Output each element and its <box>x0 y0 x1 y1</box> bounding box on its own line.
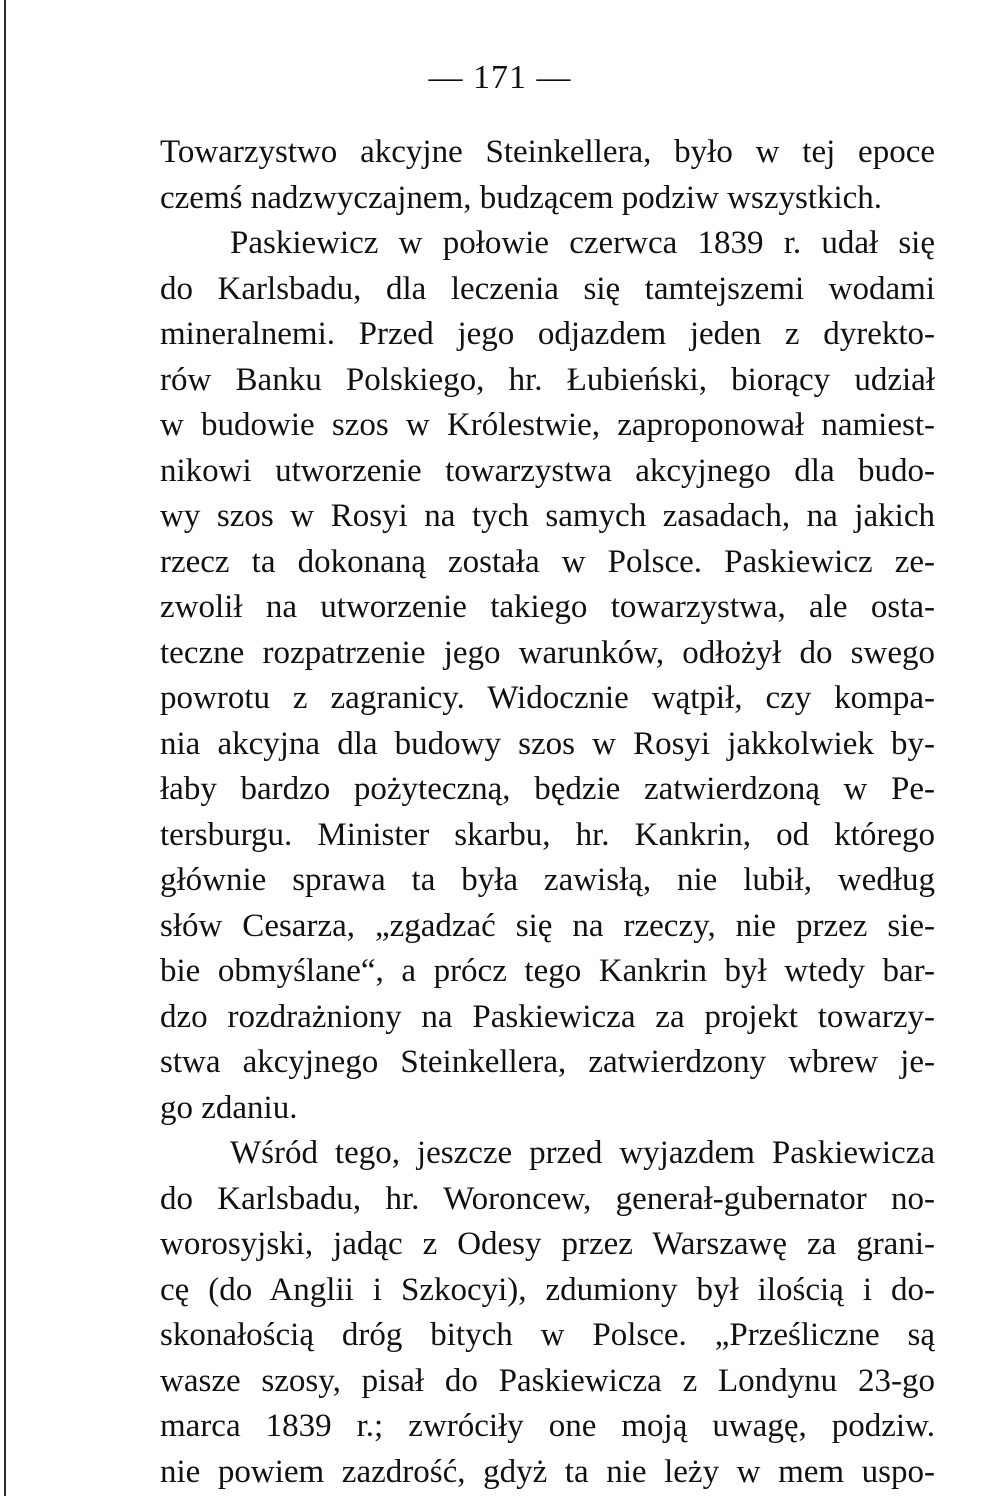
text-line: dzo rozdrażniony na Paskiewicza za projekt towarzy- <box>160 998 935 1035</box>
text-line: rzecz ta dokonaną została w Polsce. Paskiewicz ze- <box>160 543 935 580</box>
text-line: worosyjski, jadąc z Odesy przez Warszawę za grani- <box>160 1226 935 1262</box>
text-line: wasze szosy, pisał do Paskiewicza z Londynu 23-go <box>160 1362 935 1399</box>
text-line: mineralnemi. Przed jego odjazdem jeden z dyrekto- <box>160 316 935 352</box>
body-text <box>160 130 935 1495</box>
text-line: nia akcyjna dla budowy szos w Rosyi jakkolwiek by- <box>160 725 935 762</box>
text-line: nie powiem zazdrość, gdyż ta nie leży w mem uspo- <box>160 1453 935 1490</box>
text-line: zwolił na utworzenie takiego towarzystwa, ale osta- <box>160 589 935 625</box>
text-line: słów Cesarza, „zgadzać się na rzeczy, nie przez sie- <box>160 907 935 944</box>
text-line: bie obmyślane“, a prócz tego Kankrin był wtedy bar- <box>160 953 935 989</box>
text-line: Towarzystwo akcyjne Steinkellera, było w tej epoce <box>160 134 935 170</box>
text-line: teczne rozpatrzenie jego warunków, odłożył do swego <box>160 634 935 671</box>
text-line: nikowi utworzenie towarzystwa akcyjnego dla budo- <box>160 452 935 489</box>
text-line: marca 1839 r.; zwróciły one moją uwagę, podziw. <box>160 1408 935 1444</box>
text-line: powrotu z zagranicy. Widocznie wątpił, czy kompa- <box>160 680 935 716</box>
text-line: głównie sprawa ta była zawisłą, nie lubił, według <box>160 862 935 898</box>
text-line: czemś nadzwyczajnem, budzącem podziw wszystkich. <box>160 179 883 216</box>
text-line: tersburgu. Minister skarbu, hr. Kankrin, od którego <box>160 816 935 853</box>
text-line: Wśród tego, jeszcze przed wyjazdem Paskiewicza <box>230 1135 935 1171</box>
text-line: do Karlsbadu, hr. Woroncew, generał-gubernator no- <box>160 1180 935 1217</box>
text-line: łaby bardzo pożyteczną, będzie zatwierdzoną w Pe- <box>160 771 935 807</box>
page-edge-shadow <box>4 0 6 1496</box>
text-line: w budowie szos w Królestwie, zaproponował namiest- <box>160 407 935 443</box>
text-line: skonałością dróg bitych w Polsce. „Prześliczne są <box>160 1317 935 1353</box>
text-line: go zdaniu. <box>160 1089 298 1126</box>
text-line: do Karlsbadu, dla leczenia się tamtejszemi wodami <box>160 270 935 307</box>
page-number: — 171 — <box>428 59 572 96</box>
text-line: cę (do Anglii i Szkocyi), zdumiony był ilością i do- <box>160 1271 935 1308</box>
text-line: rów Banku Polskiego, hr. Łubieński, biorący udział <box>160 361 935 398</box>
text-line: wy szos w Rosyi na tych samych zasadach, na jakich <box>160 498 935 534</box>
text-line: Paskiewicz w połowie czerwca 1839 r. udał się <box>230 225 935 261</box>
text-line: stwa akcyjnego Steinkellera, zatwierdzony wbrew je- <box>160 1044 935 1080</box>
